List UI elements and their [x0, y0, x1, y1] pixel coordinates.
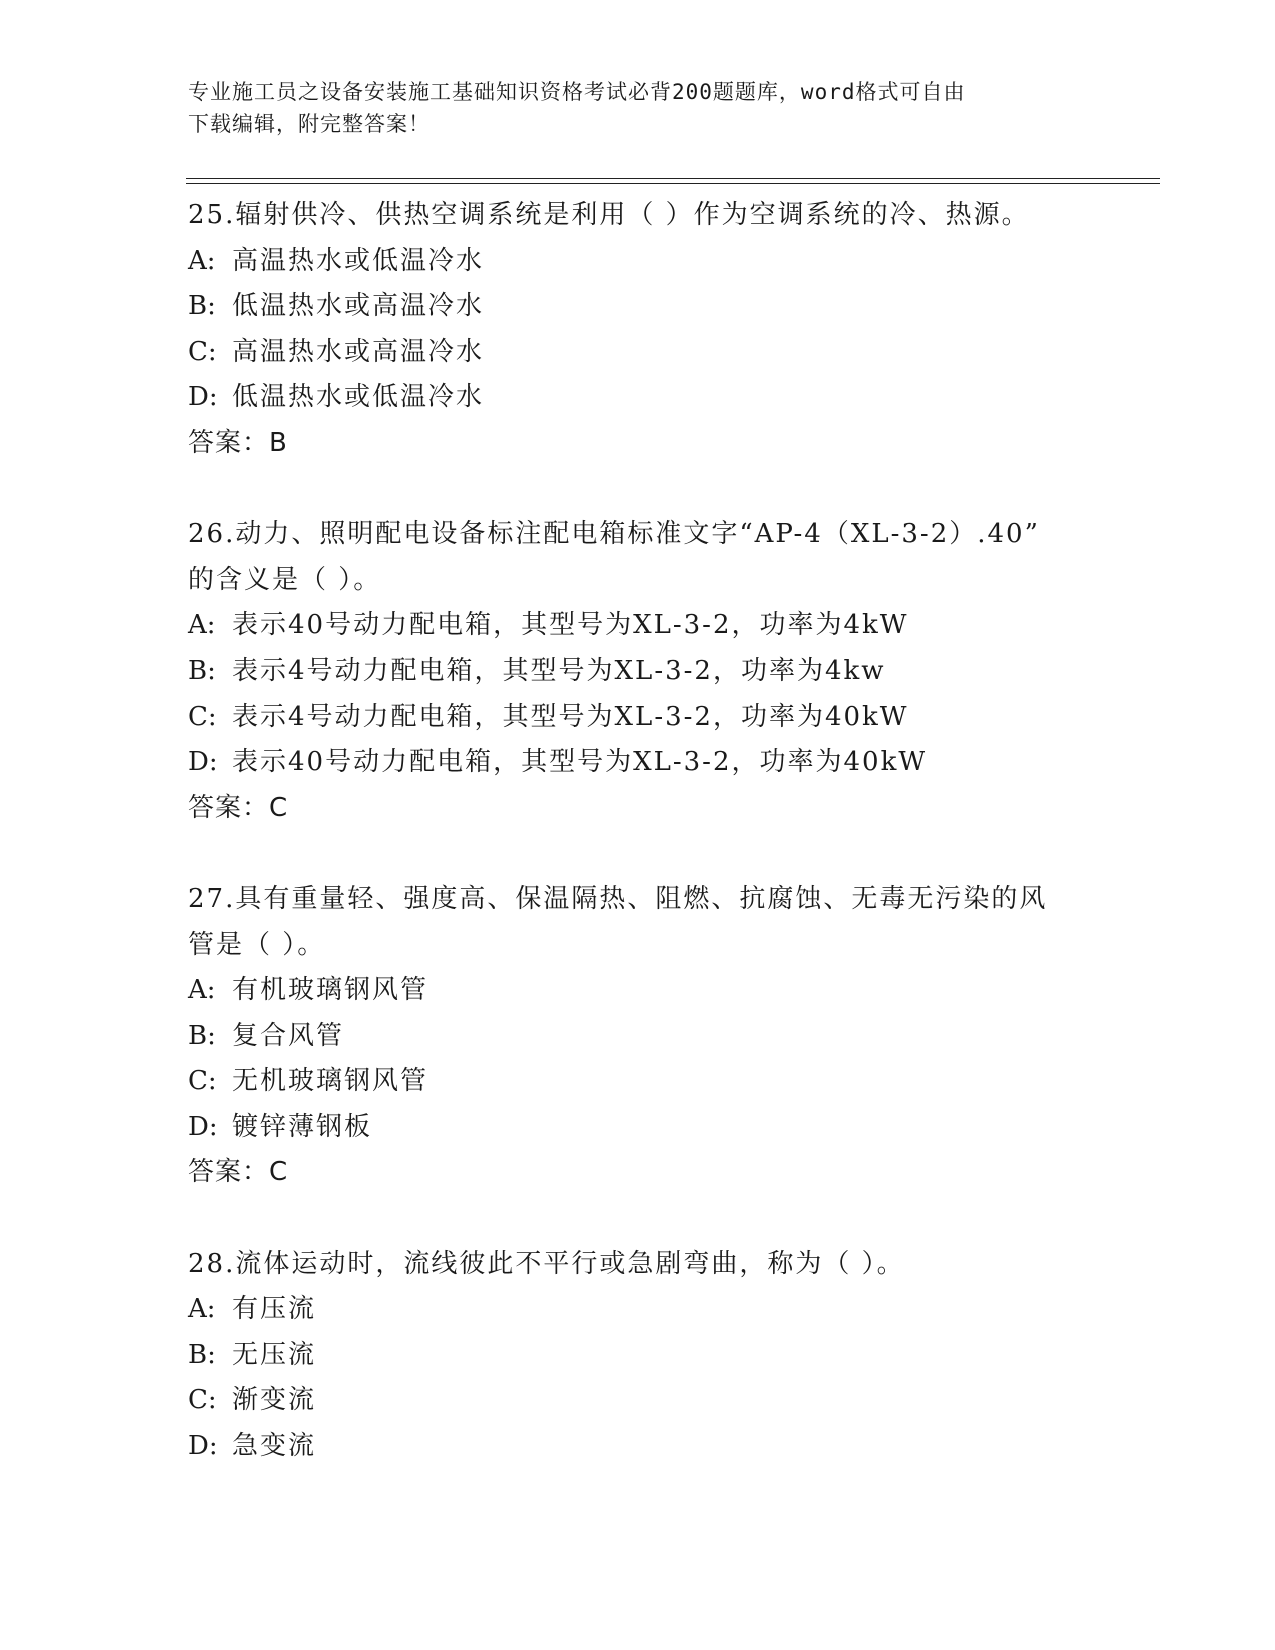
option-b — [188, 1014, 1088, 1060]
option-text: 表示4号动力配电箱，其型号为XL-3-2，功率为40kW — [232, 701, 909, 732]
question-text-continued: 管是（ ）。 — [188, 929, 326, 960]
option-letter: D: — [188, 1111, 218, 1142]
option-c — [188, 1378, 1088, 1424]
option-text: 低温热水或低温冷水 — [232, 382, 485, 413]
option-text: 有机玻璃钢风管 — [232, 975, 429, 1006]
option-text: 急变流 — [232, 1431, 317, 1462]
option-letter: A: — [188, 245, 216, 276]
option-text: 高温热水或低温冷水 — [232, 245, 485, 276]
option-letter: D: — [188, 382, 218, 413]
header-divider-bottom — [186, 183, 1160, 184]
option-text: 表示40号动力配电箱，其型号为XL-3-2，功率为4kW — [232, 610, 909, 641]
option-d — [188, 740, 1088, 786]
option-text: 复合风管 — [232, 1020, 345, 1051]
option-letter: A: — [188, 1294, 216, 1325]
option-text: 渐变流 — [232, 1385, 317, 1416]
option-text: 无压流 — [232, 1339, 317, 1370]
answer-line: 答案：C — [188, 792, 289, 823]
option-d — [188, 375, 1088, 421]
option-a — [188, 1287, 1088, 1333]
answer-line: 答案：B — [188, 427, 288, 458]
question-28 — [188, 1242, 1088, 1470]
header-divider-top — [186, 178, 1160, 179]
header-line-1: 专业施工员之设备安装施工基础知识资格考试必背200题题库，word格式可自由 — [188, 80, 966, 104]
option-letter: B: — [188, 291, 216, 322]
question-text-continued: 的含义是（ ）。 — [188, 564, 382, 595]
question-25 — [188, 193, 1088, 467]
question-27 — [188, 877, 1088, 1196]
option-d — [188, 1424, 1088, 1470]
option-c — [188, 330, 1088, 376]
option-letter: D: — [188, 747, 218, 778]
option-text: 有压流 — [232, 1294, 317, 1325]
question-text: 27.具有重量轻、强度高、保温隔热、阻燃、抗腐蚀、无毒无污染的风 — [188, 883, 1048, 914]
document-header — [188, 76, 1078, 140]
option-letter: C: — [188, 1385, 217, 1416]
question-text: 25.辐射供冷、供热空调系统是利用（ ）作为空调系统的冷、热源。 — [188, 200, 1030, 230]
option-text: 表示4号动力配电箱，其型号为XL-3-2，功率为4kw — [232, 655, 886, 686]
option-text: 镀锌薄钢板 — [232, 1111, 373, 1142]
question-text: 28.流体运动时，流线彼此不平行或急剧弯曲，称为（ ）。 — [188, 1248, 905, 1279]
header-line-2: 下载编辑，附完整答案！ — [188, 112, 430, 136]
option-d — [188, 1105, 1088, 1151]
option-letter: A: — [188, 610, 216, 641]
option-a — [188, 968, 1088, 1014]
option-letter: B: — [188, 1339, 216, 1370]
option-letter: D: — [188, 1431, 218, 1462]
option-letter: B: — [188, 1020, 216, 1051]
question-26 — [188, 512, 1088, 831]
option-letter: C: — [188, 1066, 217, 1097]
option-text: 高温热水或高温冷水 — [232, 336, 485, 367]
option-letter: A: — [188, 975, 216, 1006]
option-letter: C: — [188, 701, 217, 732]
option-b — [188, 284, 1088, 330]
answer-line: 答案：C — [188, 1157, 289, 1188]
option-c — [188, 695, 1088, 741]
option-a — [188, 603, 1088, 649]
question-text: 26.动力、照明配电设备标注配电箱标准文字“AP-4（XL-3-2）.40” — [188, 519, 1040, 550]
option-b — [188, 649, 1088, 695]
option-a — [188, 239, 1088, 285]
option-text: 低温热水或高温冷水 — [232, 291, 485, 322]
option-c — [188, 1059, 1088, 1105]
option-b — [188, 1333, 1088, 1379]
option-text: 无机玻璃钢风管 — [232, 1066, 429, 1097]
option-letter: B: — [188, 655, 216, 686]
question-list — [188, 193, 1088, 1470]
option-letter: C: — [188, 336, 217, 367]
option-text: 表示40号动力配电箱，其型号为XL-3-2，功率为40kW — [232, 747, 928, 778]
